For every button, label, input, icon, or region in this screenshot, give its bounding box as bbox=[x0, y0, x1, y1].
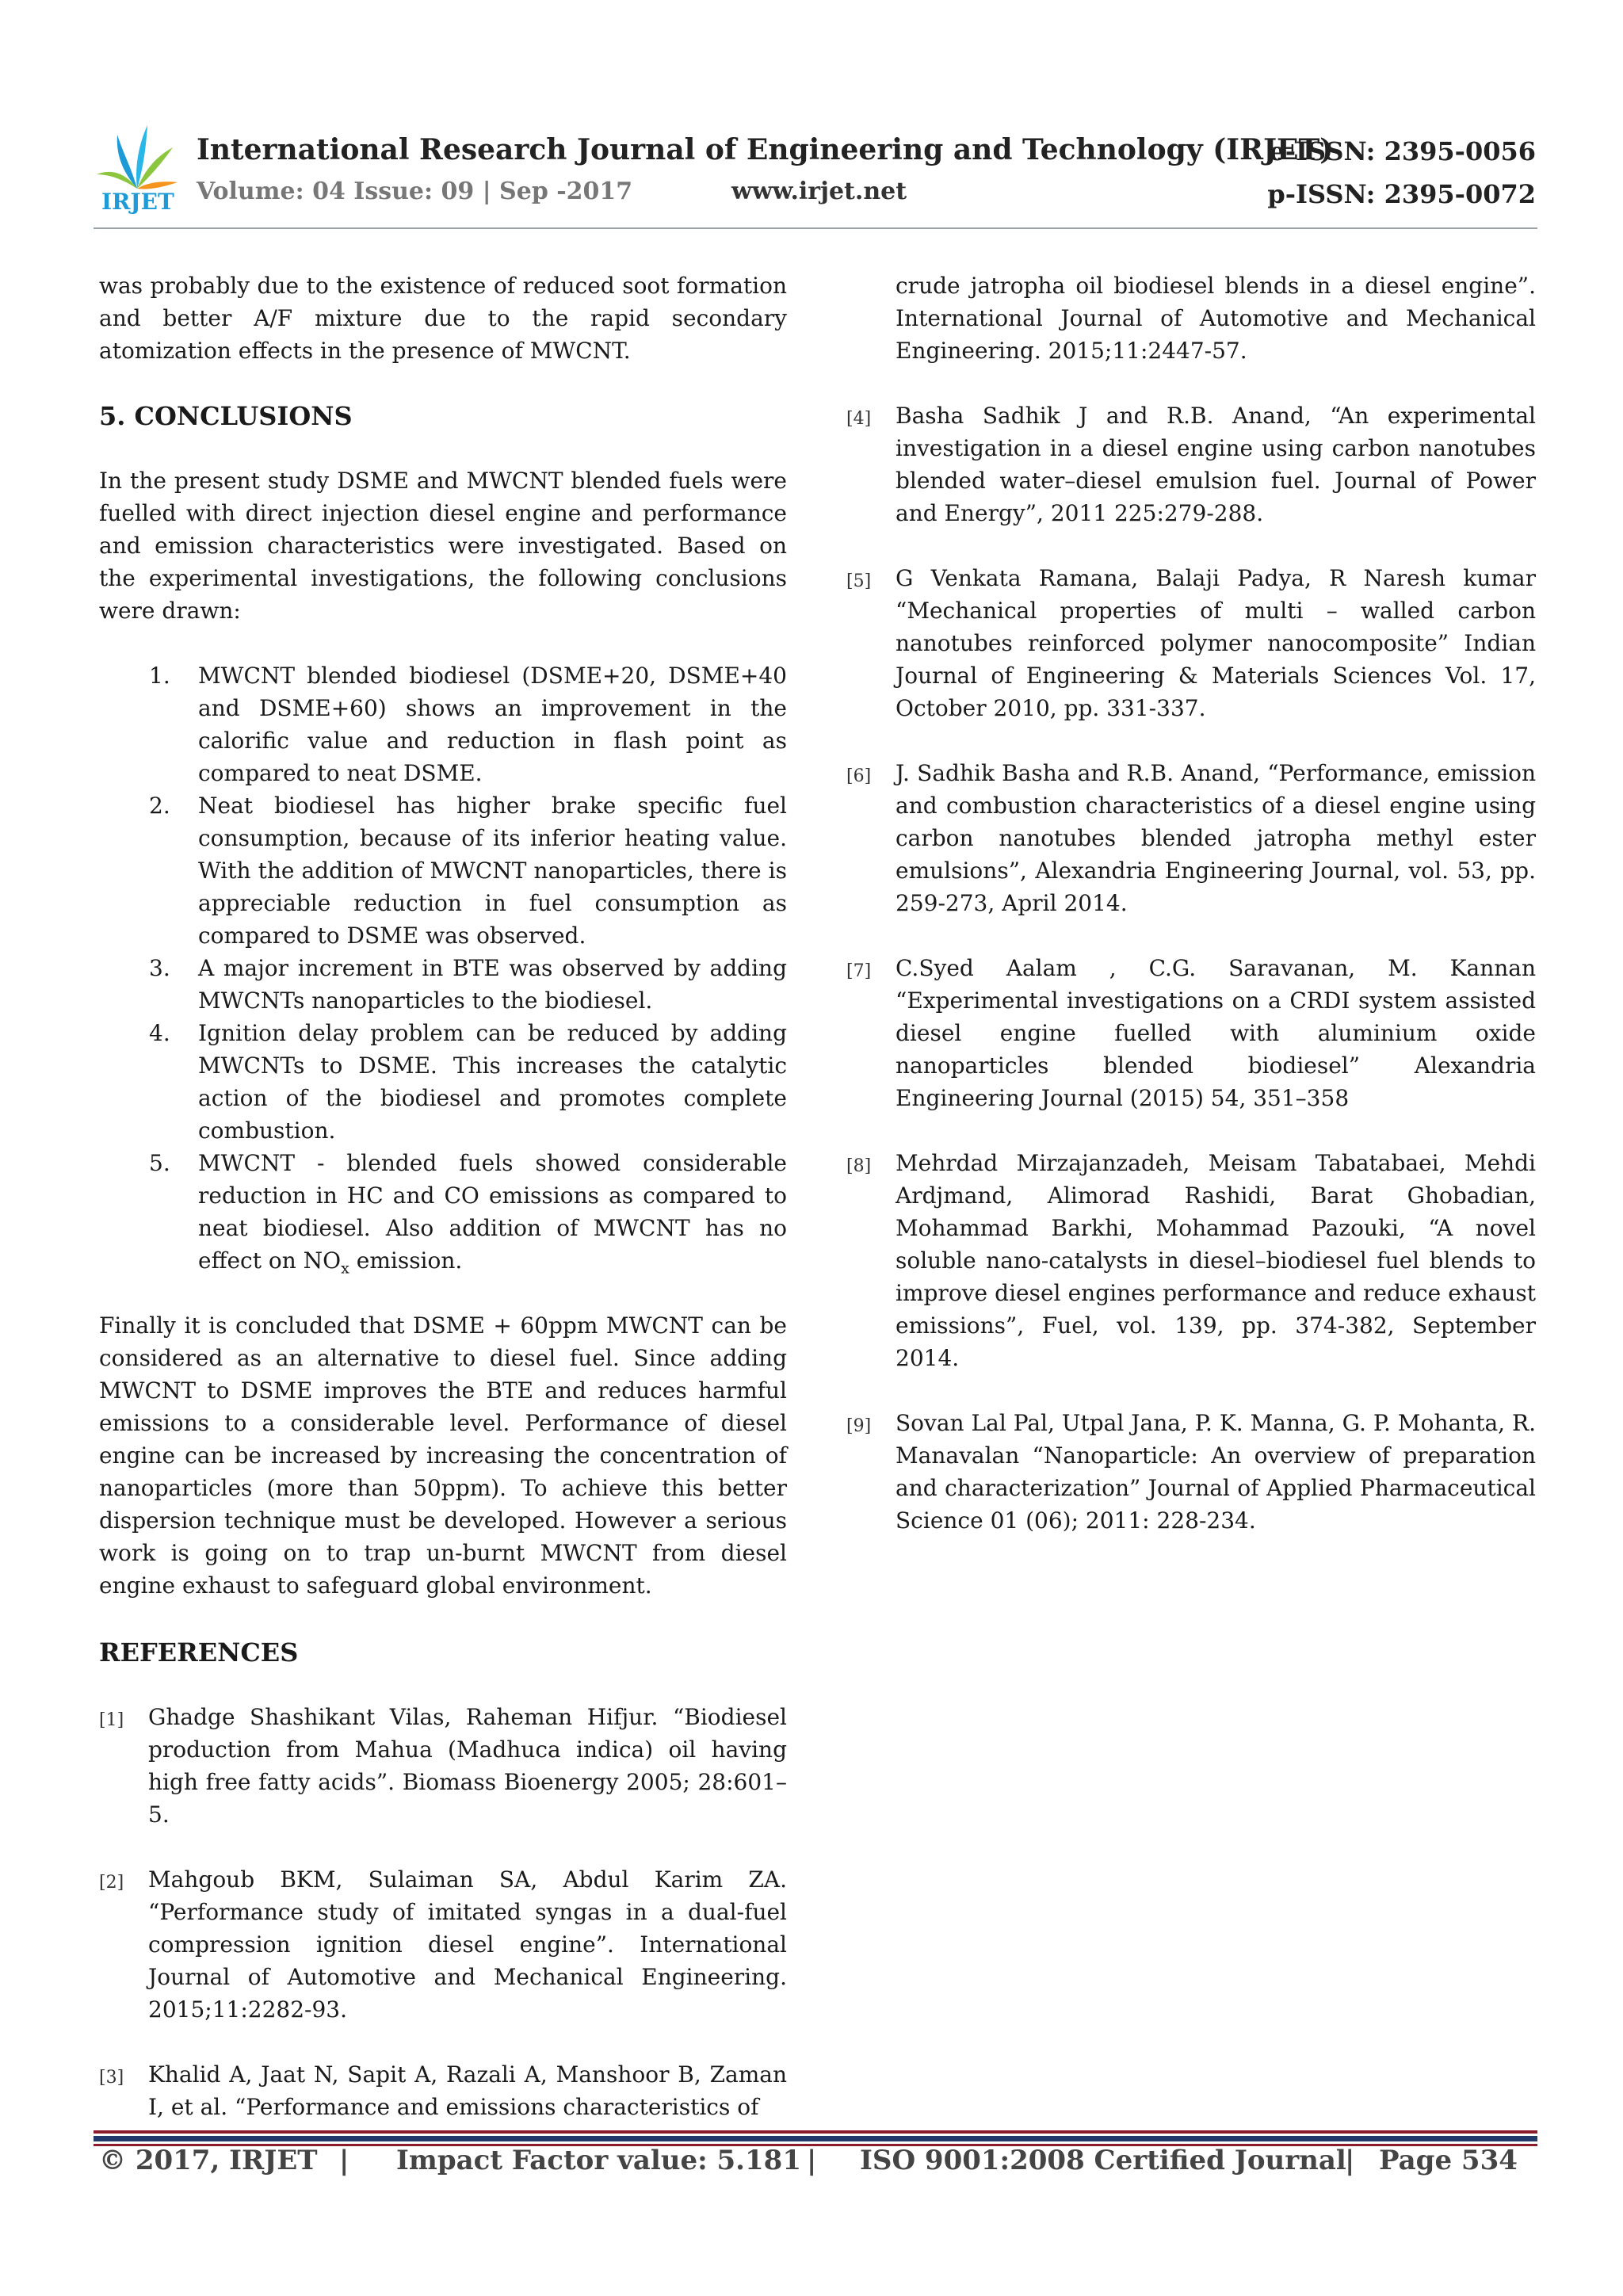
list-item-text-end: emission. bbox=[349, 1247, 463, 1274]
reference-item bbox=[99, 2058, 787, 2123]
footer-page-number: Page 534 bbox=[1379, 2145, 1518, 2176]
list-item-number: 4. bbox=[149, 1020, 170, 1046]
reference-item bbox=[846, 757, 1536, 919]
right-column bbox=[846, 269, 1536, 1569]
footer-rule-top bbox=[94, 2130, 1537, 2134]
footer-separator: | bbox=[339, 2145, 349, 2176]
list-item-text: Neat biodiesel has higher brake specific fuel consumption, because of its inferior heating value. With the addition of MWCNT nanoparticles, there is appreciable reduction in fuel consumption as compared to DSME was observed. bbox=[198, 793, 787, 949]
reference-text: Sovan Lal Pal, Utpal Jana, P. K. Manna, G. P. Mohanta, R. Manavalan “Nanoparticle: An overview of preparation and characterization” Journal of Applied Pharmaceutical Science 01 (06); 2011: 228-234. bbox=[896, 1410, 1536, 1534]
journal-website-link[interactable]: www.irjet.net bbox=[731, 178, 907, 205]
list-item-number: 2. bbox=[149, 793, 170, 819]
conclusions-list bbox=[99, 659, 787, 1277]
reference-item bbox=[99, 1863, 787, 2026]
reference-number: [5] bbox=[846, 571, 872, 591]
reference-number: [7] bbox=[846, 961, 872, 981]
reference-number: [4] bbox=[846, 409, 872, 429]
footer-separator: | bbox=[1345, 2145, 1355, 2176]
list-item bbox=[99, 659, 787, 789]
p-issn: p-ISSN: 2395-0072 bbox=[1267, 179, 1536, 209]
reference-text: crude jatropha oil biodiesel blends in a diesel engine”. International Journal of Automotive and Mechanical Engineering. 2015;11:2447-57. bbox=[896, 273, 1536, 364]
subscript-x: x bbox=[341, 1259, 349, 1278]
left-column bbox=[99, 269, 787, 2123]
footer-copyright: © 2017, IRJET bbox=[99, 2145, 318, 2176]
list-item bbox=[99, 1147, 787, 1277]
footer-separator: | bbox=[807, 2145, 817, 2176]
reference-text: Ghadge Shashikant Vilas, Raheman Hifjur. “Biodiesel production from Mahua (Madhuca indica) oil having high free fatty acids”. Biomass Bioenergy 2005; 28:601–5. bbox=[148, 1704, 787, 1828]
reference-text: Mahgoub BKM, Sulaiman SA, Abdul Karim ZA. “Performance study of imitated syngas in a dual-fuel compression ignition diesel engine”. International Journal of Automotive and Mechanical Engineering. 2015;11:2282-93. bbox=[148, 1866, 787, 2023]
header-divider bbox=[94, 227, 1537, 229]
page-header bbox=[94, 119, 1536, 238]
footer-rule-middle bbox=[94, 2136, 1537, 2141]
reference-item bbox=[99, 1701, 787, 1831]
references-heading: REFERENCES bbox=[99, 1637, 299, 1668]
final-paragraph: Finally it is concluded that DSME + 60ppm MWCNT can be considered as an alternative to diesel fuel. Since adding MWCNT to DSME improves the BTE and reduces harmful emissions to a considerable level. Performance of diesel engine can be increased by increasing the concentration of nanoparticles (more than 50ppm). To achieve this better dispersion technique must be developed. However a serious work is going on to trap un-burnt MWCNT from diesel engine exhaust to safeguard global environment. bbox=[99, 1312, 787, 1599]
reference-item bbox=[846, 1407, 1536, 1537]
conclusions-intro: In the present study DSME and MWCNT blended fuels were fuelled with direct injection diesel engine and performance and emission characteristics were investigated. Based on the experimental investigations, the following conclusions were drawn: bbox=[99, 468, 787, 624]
e-issn: e-ISSN: 2395-0056 bbox=[1269, 136, 1536, 166]
reference-text: C.Syed Aalam , C.G. Saravanan, M. Kannan “Experimental investigations on a CRDI system assisted diesel engine fuelled with aluminium oxide nanoparticles blended biodiesel” Alexandria Engineering Journal (2015) 54, 351–358 bbox=[896, 955, 1536, 1111]
page-footer bbox=[99, 2145, 1533, 2192]
reference-item bbox=[846, 952, 1536, 1114]
list-item-text: A major increment in BTE was observed by adding MWCNTs nanoparticles to the biodiesel. bbox=[198, 955, 787, 1014]
footer-impact-factor: Impact Factor value: 5.181 bbox=[396, 2145, 801, 2176]
reference-number: [8] bbox=[846, 1156, 872, 1176]
references-list-continued bbox=[846, 269, 1536, 1537]
reference-number: [9] bbox=[846, 1416, 872, 1436]
reference-item-continuation bbox=[846, 269, 1536, 367]
footer-iso: ISO 9001:2008 Certified Journal bbox=[860, 2145, 1346, 2176]
reference-number: [2] bbox=[99, 1873, 124, 1893]
list-item bbox=[99, 1017, 787, 1147]
reference-text: Khalid A, Jaat N, Sapit A, Razali A, Manshoor B, Zaman I, et al. “Performance and emissions characteristics of bbox=[148, 2061, 787, 2120]
logo-text: IRJET bbox=[101, 189, 174, 215]
conclusions-heading: 5. CONCLUSIONS bbox=[99, 401, 353, 431]
reference-number: [3] bbox=[99, 2068, 124, 2088]
reference-item bbox=[846, 399, 1536, 529]
volume-issue: Volume: 04 Issue: 09 | Sep -2017 bbox=[197, 178, 633, 205]
reference-item bbox=[846, 1147, 1536, 1374]
journal-title: International Research Journal of Engineering and Technology (IRJET) bbox=[197, 133, 1334, 166]
reference-text: G Venkata Ramana, Balaji Padya, R Naresh kumar “Mechanical properties of multi – walled carbon nanotubes reinforced polymer nanocomposite” Indian Journal of Engineering & Materials Sciences Vol. 17, October 2010, pp. 331-337. bbox=[896, 565, 1536, 721]
intro-paragraph: was probably due to the existence of reduced soot formation and better A/F mixture due to the rapid secondary atomization effects in the presence of MWCNT. bbox=[99, 273, 787, 364]
reference-text: J. Sadhik Basha and R.B. Anand, “Performance, emission and combustion characteristics of a diesel engine using carbon nanotubes blended jatropha methyl ester emulsions”, Alexandria Engineering Journal, vol. 53, pp. 259-273, April 2014. bbox=[896, 760, 1536, 916]
reference-number: [6] bbox=[846, 766, 872, 786]
list-item-text: MWCNT - blended fuels showed considerable reduction in HC and CO emissions as compared to neat biodiesel. Also addition of MWCNT has no effect on NO bbox=[198, 1150, 787, 1274]
list-item-text: MWCNT blended biodiesel (DSME+20, DSME+40 and DSME+60) shows an improvement in the calorific value and reduction in flash point as compared to neat DSME. bbox=[198, 663, 787, 786]
list-item bbox=[99, 789, 787, 952]
reference-item bbox=[846, 562, 1536, 724]
list-item-number: 3. bbox=[149, 955, 170, 981]
reference-number: [1] bbox=[99, 1710, 124, 1730]
reference-text: Basha Sadhik J and R.B. Anand, “An experimental investigation in a diesel engine using carbon nanotubes blended water–diesel emulsion fuel. Journal of Power and Energy”, 2011 225:279-288. bbox=[896, 403, 1536, 526]
reference-text: Mehrdad Mirzajanzadeh, Meisam Tabatabaei, Mehdi Ardjmand, Alimorad Rashidi, Barat Ghobadian, Mohammad Barkhi, Mohammad Pazouki, “A novel soluble nano-catalysts in diesel–biodiesel fuel blends to improve diesel engines performance and reduce exhaust emissions”, Fuel, vol. 139, pp. 374-382, September 2014. bbox=[896, 1150, 1536, 1371]
list-item-number: 1. bbox=[149, 663, 170, 689]
list-item-number: 5. bbox=[149, 1150, 170, 1176]
list-item bbox=[99, 952, 787, 1017]
references-list bbox=[99, 1701, 787, 2123]
list-item-text: Ignition delay problem can be reduced by adding MWCNTs to DSME. This increases the catalytic action of the biodiesel and promotes complete combustion. bbox=[198, 1020, 787, 1144]
